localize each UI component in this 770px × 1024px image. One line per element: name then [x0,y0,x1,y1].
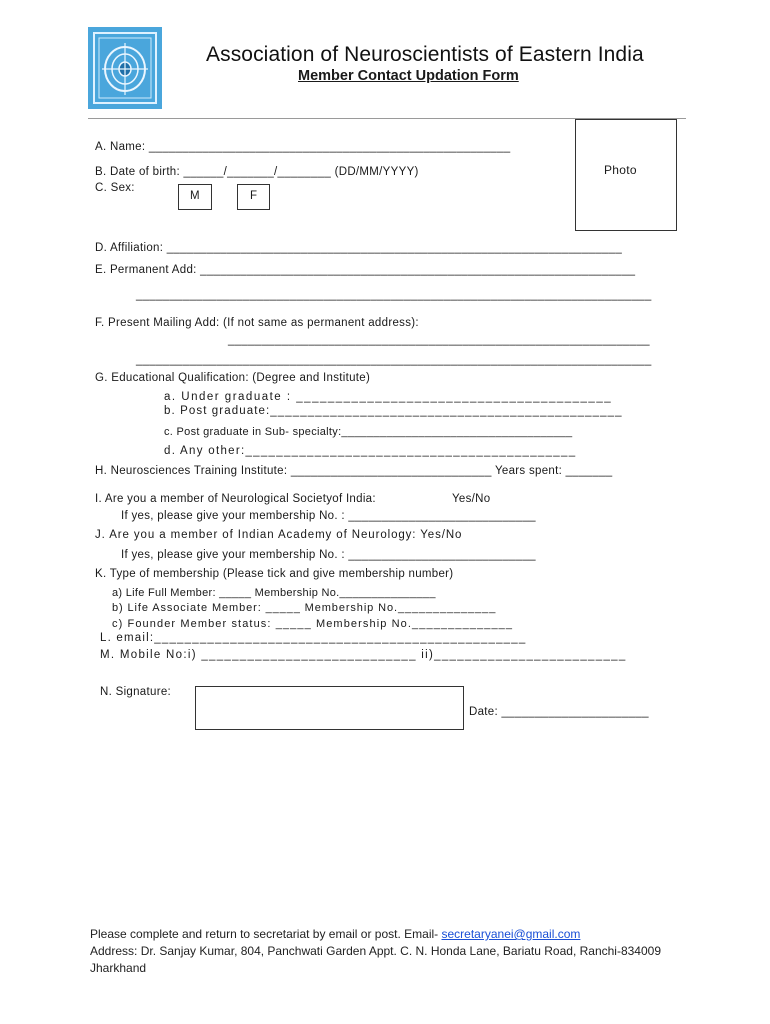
signature-label: N. Signature: [100,686,172,698]
name-field[interactable]: A. Name: ______________________________________________________ [95,141,511,153]
mobile-field[interactable]: M. Mobile No:i) ____________________________ ii)_________________________ [100,649,627,661]
date-field[interactable]: Date: ______________________ [469,706,649,718]
ian-membership-number-field[interactable]: If yes, please give your membership No. : ____________________________ [121,549,536,561]
ni-membership-number-field[interactable]: If yes, please give your membership No. : ____________________________ [121,510,536,522]
sex-f-label: F [250,190,258,202]
footer-instructions [90,927,580,941]
page-title: Association of Neuroscientists of Eastern India [206,43,644,66]
ian-membership-question[interactable]: J. Are you a member of Indian Academy of Neurology: Yes/No [95,529,463,541]
photo-box[interactable] [575,119,677,231]
sex-m-checkbox[interactable] [178,184,212,210]
sex-m-label: M [190,190,200,202]
dob-field[interactable]: B. Date of birth: ______/_______/________ (DD/MM/YYYY) [95,166,419,178]
life-associate-member-field[interactable]: b) Life Associate Member: _____ Membership No.______________ [112,602,497,614]
permanent-address-line2[interactable]: _____________________________________________________________________________ [136,289,652,301]
education-label: G. Educational Qualification: (Degree and Institute) [95,372,371,384]
footer-instructions-text: Please complete and return to secretariat by email or post. Email- [90,927,442,941]
edu-postgraduate-field[interactable]: b. Post graduate:_______________________________________________ [164,405,623,417]
email-field[interactable]: L. email:_________________________________________________ [100,632,527,644]
life-full-member-field[interactable]: a) Life Full Member: _____ Membership No._______________ [112,587,436,599]
edu-undergraduate-field[interactable]: a. Under graduate : ________________________________________ [164,391,613,403]
ni-yes-no[interactable]: Yes/No [452,493,491,505]
signature-box[interactable] [195,686,464,730]
footer-state: Jharkhand [90,961,147,975]
photo-label: Photo [604,163,637,177]
sex-label: C. Sex: [95,182,135,194]
form-subtitle: Member Contact Updation Form [298,68,519,84]
edu-other-field[interactable]: d. Any other:___________________________________________ [164,445,577,457]
founder-member-field[interactable]: c) Founder Member status: _____ Membership No.______________ [112,618,514,630]
membership-type-label: K. Type of membership (Please tick and give membership number) [95,568,454,580]
footer-address: Address: Dr. Sanjay Kumar, 804, Panchwati Garden Appt. C. N. Honda Lane, Bariatu Road, Ranchi-834009 [90,944,662,958]
present-address-line2[interactable]: _____________________________________________________________________________ [136,354,652,366]
sex-f-checkbox[interactable] [237,184,270,210]
edu-subspecialty-field[interactable]: c. Post graduate in Sub- specialty:____________________________________ [164,426,573,438]
affiliation-field[interactable]: D. Affiliation: ____________________________________________________________________ [95,242,623,254]
permanent-address-field[interactable]: E. Permanent Add: _________________________________________________________________ [95,264,636,276]
association-logo [88,27,162,109]
ni-membership-question: I. Are you a member of Neurological Societyof India: [95,493,376,505]
secretariat-email-link[interactable]: secretaryanei@gmail.com [441,927,581,941]
training-institute-field[interactable]: H. Neurosciences Training Institute: ______________________________ Years spent: _______ [95,465,613,477]
present-address-line1[interactable]: _______________________________________________________________ [228,334,650,346]
present-address-label: F. Present Mailing Add: (If not same as permanent address): [95,317,419,329]
logo-emblem-icon [88,27,162,109]
